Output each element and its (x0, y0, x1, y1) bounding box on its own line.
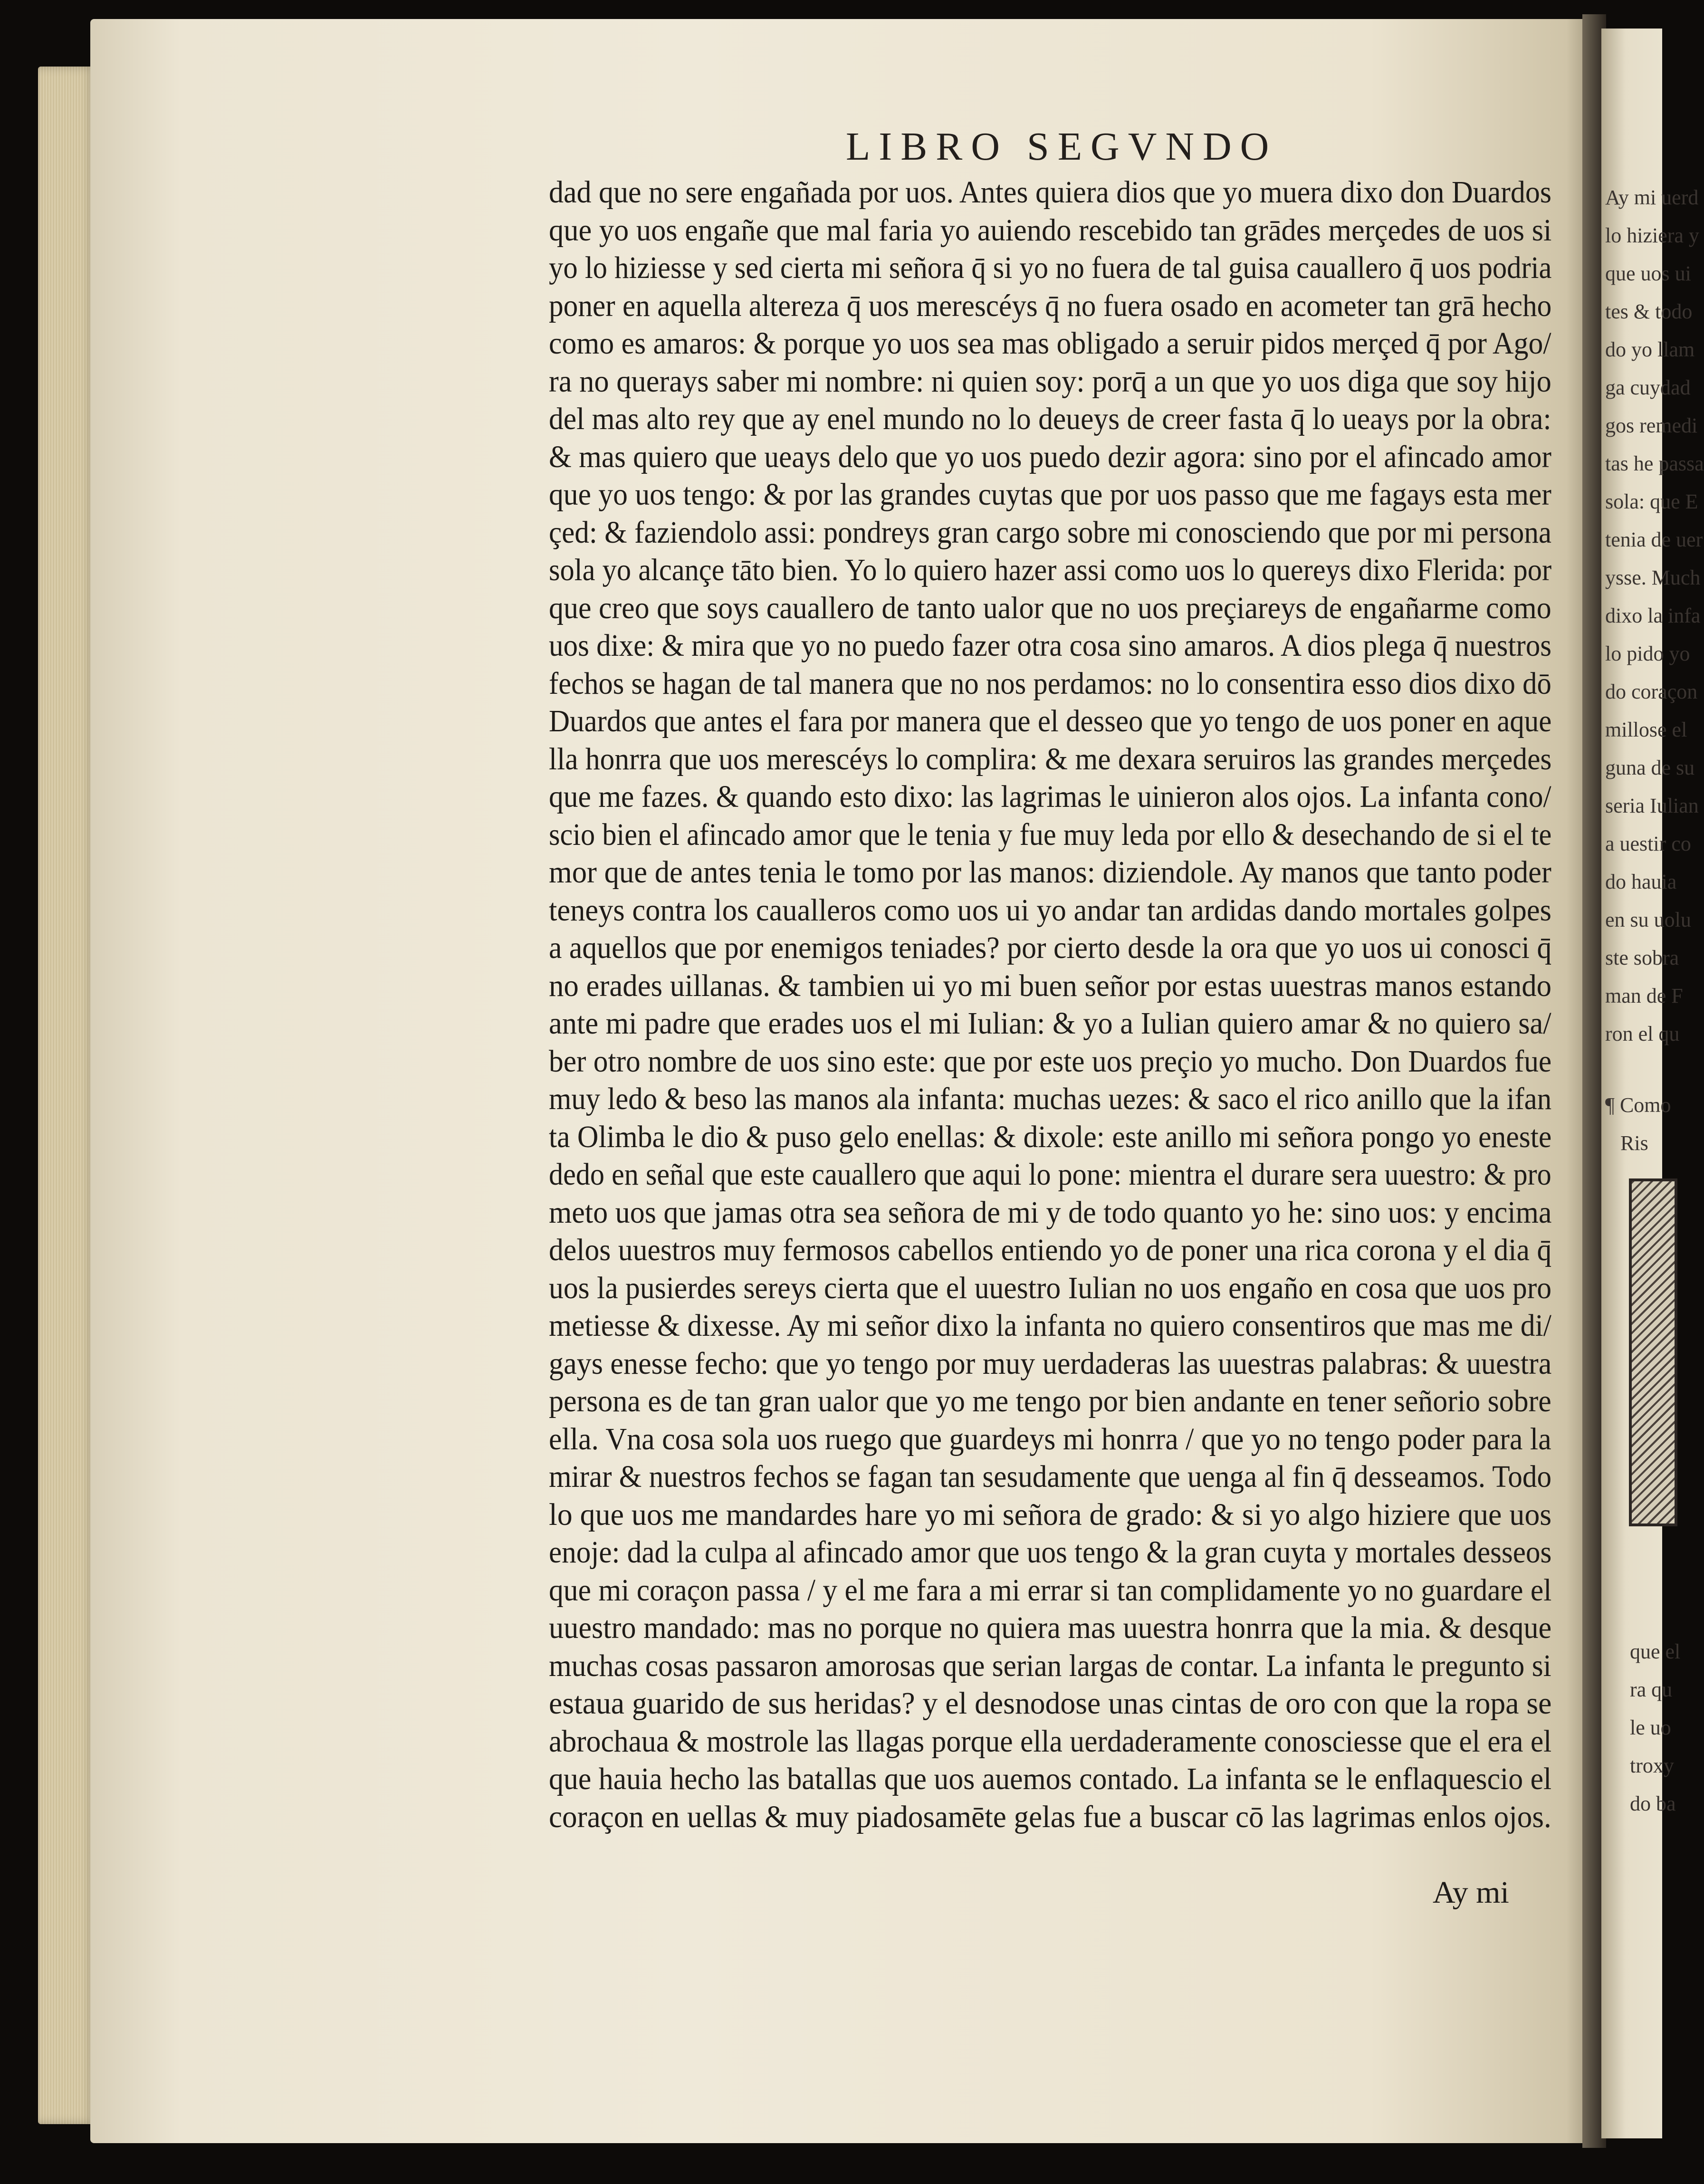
text-line: dedo en señal que este cauallero que aqui lo pone: mientra el durare sera uuestro: & pro (549, 1157, 1551, 1192)
woodcut-illustration (1629, 1178, 1677, 1526)
text-line: çed: & faziendolo assi: pondreys gran cargo sobre mi conosciendo que por mi persona (549, 515, 1552, 550)
text-line: teneys contra los caualleros como uos ui yo andar tan ardidas dando mortales golpes (549, 892, 1551, 928)
text-line: ante mi padre que erades uos el mi Iulian: & yo a Iulian quiero amar & no quiero sa/ (549, 1006, 1551, 1041)
facing-page-line: gos remedi (1605, 414, 1698, 437)
text-line: ra no querays saber mi nombre: ni quien soy: porq̄ a un que yo uos diga que soy hijo (549, 364, 1551, 399)
text-line: muchas cosas passaron amorosas que serian largas de contar. La infanta le pregunto si (549, 1648, 1551, 1683)
facing-page-line: dixo la infa (1605, 604, 1701, 627)
text-line: dad que no sere engañada por uos. Antes quiera dios que yo muera dixo don Duardos (549, 175, 1552, 210)
facing-page-line: do yo llam (1605, 338, 1695, 361)
facing-page-line: en su uolu (1605, 908, 1691, 931)
facing-page-line: ysse. Much (1605, 566, 1701, 589)
text-line: uos dixe: & mira que yo no puedo fazer otra cosa sino amaros. A dios plega q̄ nuestros (549, 628, 1552, 663)
facing-page-line: tes & todo (1605, 300, 1693, 323)
text-line: delos uuestros muy fermosos cabellos entiendo yo de poner una rica corona y el dia q̄ (549, 1233, 1552, 1267)
facing-page-line: do ba (1630, 1792, 1676, 1815)
facing-page-line: Ris (1620, 1131, 1648, 1155)
facing-page-line: seria Iulian (1605, 794, 1699, 817)
text-line: mirar & nuestros fechos se fagan tan sesudamente que uenga al fin q̄ desseamos. Todo (549, 1459, 1552, 1494)
text-line: como es amaros: & porque yo uos sea mas obligado a seruir pidos merçed q̄ por Ago/ (549, 326, 1551, 361)
text-line: mor que de antes tenia le tomo por las manos: diziendole. Ay manos que tanto poder (549, 855, 1551, 890)
facing-page-line: ron el qu (1605, 1022, 1680, 1045)
text-line: sola yo alcançe tāto bien. Yo lo quiero hazer assi como uos lo quereys dixo Flerida: por (549, 553, 1552, 587)
text-line: que hauia hecho las batallas que uos auemos contado. La infanta se le enflaquescio el (549, 1762, 1552, 1796)
facing-page-line: lo pido yo (1605, 642, 1690, 665)
text-line: meto uos que jamas otra sea señora de mi y de todo quanto yo he: sino uos: y encima (549, 1195, 1552, 1230)
text-line: ella. Vna cosa sola uos ruego que guardeys mi honrra / que yo no tengo poder para la (549, 1421, 1551, 1456)
text-line: & mas quiero que ueays delo que yo uos puedo dezir agora: sino por el afincado amor (549, 439, 1551, 474)
text-line: coraçon en uellas & muy piadosamēte gelas fue a buscar cō las lagrimas enlos ojos. (549, 1799, 1551, 1834)
text-line: no erades uillanas. & tambien ui yo mi buen señor por estas uuestras manos estando (549, 968, 1552, 1003)
facing-page-edge (1601, 29, 1704, 2138)
text-line: ta Olimba le dio & puso gelo enellas: & dixole: este anillo mi señora pongo yo eneste (549, 1119, 1552, 1154)
facing-page-line: millose el (1605, 718, 1687, 741)
facing-page-line: que el (1630, 1640, 1681, 1663)
text-line: ber otro nombre de uos sino este: que por este uos preçio yo mucho. Don Duardos fue (549, 1044, 1552, 1079)
text-line: que mi coraçon passa / y el me fara a mi errar si tan complidamente yo no guardare el (549, 1572, 1552, 1608)
text-line: poner en aquella altereza q̄ uos merescéys q̄ no fuera osado en acometer tan grā hecho (549, 288, 1552, 323)
text-line: lo que uos me mandardes hare yo mi señora de grado: & si yo algo hiziere que uos (549, 1497, 1552, 1532)
running-head: LIBRO SEGVNDO (846, 125, 1278, 169)
facing-page-line: troxy (1630, 1754, 1674, 1777)
text-line: metiesse & dixesse. Ay mi señor dixo la infanta no quiero consentiros que mas me di/ (549, 1308, 1551, 1343)
text-line: que creo que soys cauallero de tanto ualor que no uos preçiareys de engañarme como (549, 590, 1551, 625)
facing-page-line: ra qu (1630, 1678, 1673, 1701)
text-line: que me fazes. & quando esto dixo: las lagrimas le uinieron alos ojos. La infanta cono/ (549, 779, 1551, 814)
text-line: abrochaua & mostrole las llagas porque ella uerdaderamente conosciesse que el era el (549, 1724, 1552, 1759)
facing-page-line: tas he passa (1605, 452, 1704, 475)
text-line: estaua guarido de sus heridas? y el desnodose unas cintas de oro con que la ropa se (549, 1686, 1552, 1721)
facing-page-line: sola: que E (1605, 490, 1698, 513)
text-line: gays enesse fecho: que yo tengo por muy uerdaderas las uuestras palabras: & uuestra (549, 1346, 1552, 1381)
facing-page-line: le uo (1630, 1716, 1671, 1739)
facing-page-line: que uos ui (1605, 262, 1691, 285)
text-line: enoje: dad la culpa al afincado amor que uos tengo & la gran cuyta y mortales desseos (549, 1535, 1552, 1570)
facing-page-line: do hauia (1605, 870, 1677, 893)
text-line: que yo uos tengo: & por las grandes cuytas que por uos passo que me fagays esta mer (549, 477, 1551, 512)
text-line: persona es de tan gran ualor que yo me tengo por bien andante en tener señorio sobre (549, 1384, 1551, 1418)
text-line: lla honrra que uos merescéys lo complira: & me dexara seruiros las grandes merçedes (549, 741, 1552, 776)
catchword: Ay mi (1433, 1875, 1509, 1910)
text-line: uuestro mandado: mas no porque no quiera mas uuestra honrra que la mia. & desque (549, 1610, 1552, 1645)
text-line: muy ledo & beso las manos ala infanta: muchas uezes: & saco el rico anillo que la ifan (549, 1082, 1552, 1116)
text-line: uos la pusierdes sereys cierta que el uuestro Iulian no uos engaño en cosa que uos pro (549, 1270, 1552, 1305)
text-line: Duardos que antes el fara por manera que el desseo que yo tengo de uos poner en aque (549, 704, 1552, 738)
text-line: del mas alto rey que ay enel mundo no lo deueys de creer fasta q̄ lo ueays por la obra: (549, 402, 1551, 436)
facing-page-line: lo hiziera y (1605, 224, 1699, 247)
facing-page-line: ¶ Como (1605, 1093, 1671, 1117)
facing-page-line: do coraçon (1605, 680, 1698, 703)
text-line: que yo uos engañe que mal faria yo auiendo rescebido tan grādes merçedes de uos si (549, 212, 1552, 248)
page-edges (38, 67, 95, 2124)
facing-page-line: guna de su (1605, 756, 1695, 779)
facing-page-line: ste sobra (1605, 946, 1679, 969)
body-text (549, 173, 1551, 1836)
text-line: scio bien el afincado amor que le tenia y fue muy leda por ello & desechando de si el te (549, 817, 1552, 852)
facing-page-line: ga cuydad (1605, 376, 1691, 399)
facing-page-line: Ay mi uerd (1605, 186, 1699, 209)
text-line: fechos se hagan de tal manera que no nos perdamos: no lo consentira esso dios dixo dō (549, 666, 1551, 701)
facing-page-line: a uestir co (1605, 832, 1691, 855)
text-line: yo lo hiziesse y sed cierta mi señora q̄ si yo no fuera de tal guisa cauallero q̄ uos podria (549, 250, 1552, 285)
text-line: a aquellos que por enemigos teniades? por cierto desde la ora que yo uos ui conosci q̄ (549, 930, 1552, 965)
facing-page-line: tenia de uer (1605, 528, 1703, 551)
facing-page-line: man de F (1605, 984, 1683, 1007)
